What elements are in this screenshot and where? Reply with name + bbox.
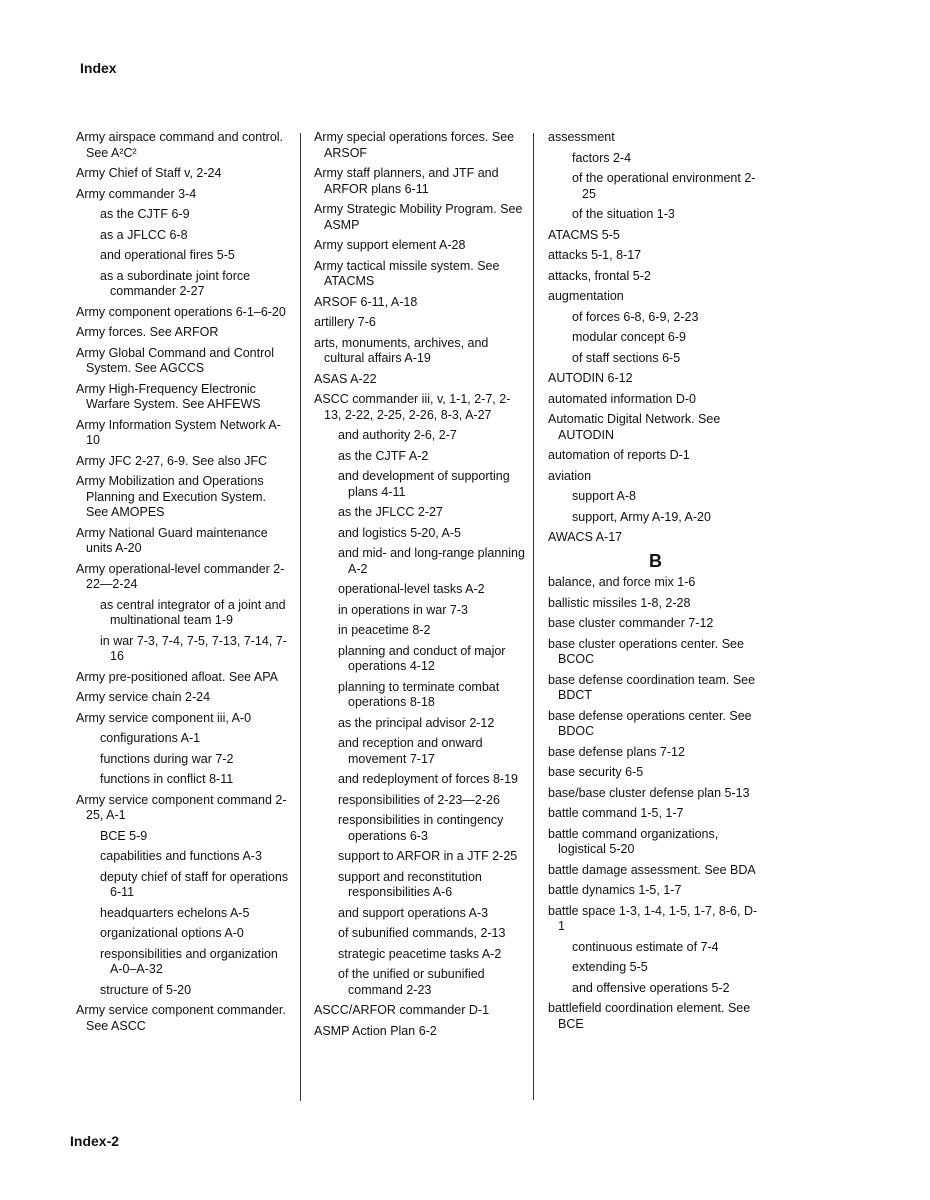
index-subentry: and operational fires 5-5 xyxy=(100,248,235,262)
index-subentry: capabilities and functions A-3 xyxy=(100,849,262,863)
index-subentry: BCE 5-9 xyxy=(100,828,148,843)
index-column-3 xyxy=(548,130,763,1037)
index-subentry: in operations in war 7-3 xyxy=(338,602,468,617)
index-entry: arts, monuments, archives, and cultural affairs A-19 xyxy=(314,335,489,365)
index-entry: battle space 1-3, 1-4, 1-5, 1-7, 8-6, D-1 xyxy=(548,903,758,933)
index-subentry: organizational options A-0 xyxy=(100,926,244,940)
index-subentry: and development of supporting plans 4-11 xyxy=(338,469,510,499)
index-subentry: functions in conflict 8-11 xyxy=(100,772,234,786)
index-subentry: support and reconstitution responsibilities A-6 xyxy=(338,869,482,899)
index-entry: Army High-Frequency Electronic Warfare System. See AHFEWS xyxy=(76,381,261,411)
index-entry: Army staff planners, and JTF and ARFOR plans 6-11 xyxy=(314,166,499,196)
index-subentry: as central integrator of a joint and multinational team 1-9 xyxy=(100,597,286,627)
index-entry: Army Global Command and Control System. See AGCCS xyxy=(76,345,274,375)
index-entry: Automatic Digital Network. See AUTODIN xyxy=(548,412,721,442)
index-entry: Army commander 3-4 xyxy=(76,186,197,201)
index-entry: AUTODIN 6-12 xyxy=(548,371,633,385)
index-subentry: and redeployment of forces 8-19 xyxy=(338,772,518,786)
page-header: Index xyxy=(80,60,117,76)
index-subentry: as a subordinate joint force commander 2-27 xyxy=(100,268,251,298)
index-subentry: of the unified or subunified command 2-23 xyxy=(338,967,485,997)
index-entry: base security 6-5 xyxy=(548,765,644,779)
index-subentry: support A-8 xyxy=(572,489,636,503)
index-entry: ASAS A-22 xyxy=(314,371,377,386)
index-entry: automation of reports D-1 xyxy=(548,448,690,462)
index-entry: battle damage assessment. See BDA xyxy=(548,862,756,877)
index-subentry: as the CJTF 6-9 xyxy=(100,207,190,221)
index-entry: ARSOF 6-11, A-18 xyxy=(314,294,418,309)
index-subentry: planning and conduct of major operations 4-12 xyxy=(338,643,506,673)
index-subentry: and mid- and long-range planning A-2 xyxy=(338,546,525,576)
column-divider xyxy=(533,133,534,1100)
index-entry: battle command 1-5, 1-7 xyxy=(548,806,684,820)
page-number: Index-2 xyxy=(70,1133,120,1149)
index-entry: Army airspace command and control. See A²C² xyxy=(76,130,284,160)
index-subentry: and offensive operations 5-2 xyxy=(572,980,730,995)
index-subentry: and reception and onward movement 7-17 xyxy=(338,736,483,766)
index-subentry: and authority 2-6, 2-7 xyxy=(338,428,457,442)
index-entry: ballistic missiles 1-8, 2-28 xyxy=(548,595,691,610)
index-subentry: strategic peacetime tasks A-2 xyxy=(338,946,502,961)
index-entry: attacks 5-1, 8-17 xyxy=(548,248,642,262)
index-entry: ASMP Action Plan 6-2 xyxy=(314,1023,437,1038)
index-subentry: and support operations A-3 xyxy=(338,905,489,920)
index-entry: Army National Guard maintenance units A-20 xyxy=(76,525,268,555)
index-entry: Army service chain 2-24 xyxy=(76,690,211,704)
index-subentry: extending 5-5 xyxy=(572,960,648,974)
index-subentry: responsibilities of 2-23—2-26 xyxy=(338,792,500,807)
index-subentry: of the operational environment 2-25 xyxy=(572,171,756,201)
index-entry: balance, and force mix 1-6 xyxy=(548,575,696,589)
index-entry: Army JFC 2-27, 6-9. See also JFC xyxy=(76,453,268,468)
index-entry: Army Chief of Staff v, 2-24 xyxy=(76,166,222,180)
column-divider xyxy=(300,133,301,1101)
index-entry: assessment xyxy=(548,130,615,144)
index-entry: artillery 7-6 xyxy=(314,315,376,329)
index-entry: battlefield coordination element. See BCE xyxy=(548,1001,751,1031)
index-subentry: of the situation 1-3 xyxy=(572,207,675,221)
index-subentry: functions during war 7-2 xyxy=(100,751,234,766)
index-entry: Army service component iii, A-0 xyxy=(76,710,252,725)
index-entry: Army service component commander. See ASCC xyxy=(76,1003,286,1033)
index-subentry: as the CJTF A-2 xyxy=(338,448,429,463)
index-entry: Army pre-positioned afloat. See APA xyxy=(76,669,278,684)
index-entry: base cluster commander 7-12 xyxy=(548,616,714,630)
index-entry: Army tactical missile system. See ATACMS xyxy=(314,258,500,288)
index-entry: base defense coordination team. See BDCT xyxy=(548,672,756,702)
index-subentry: configurations A-1 xyxy=(100,731,201,745)
index-entry: Army operational-level commander 2-22—2-24 xyxy=(76,561,285,591)
index-subentry: in war 7-3, 7-4, 7-5, 7-13, 7-14, 7-16 xyxy=(100,633,287,663)
index-subentry: in peacetime 8-2 xyxy=(338,623,431,637)
index-entry: base/base cluster defense plan 5-13 xyxy=(548,785,750,800)
index-subentry: support, Army A-19, A-20 xyxy=(572,509,711,524)
index-entry: ASCC/ARFOR commander D-1 xyxy=(314,1003,490,1017)
index-subentry: modular concept 6-9 xyxy=(572,330,686,344)
index-entry: AWACS A-17 xyxy=(548,530,623,544)
index-entry: base cluster operations center. See BCOC xyxy=(548,636,744,666)
index-subentry: as a JFLCC 6-8 xyxy=(100,227,188,242)
index-entry: base defense plans 7-12 xyxy=(548,744,685,759)
index-subentry: responsibilities and organization A-0–A-32 xyxy=(100,946,278,976)
index-entry: Army special operations forces. See ARSOF xyxy=(314,130,515,160)
index-subentry: planning to terminate combat operations 8-18 xyxy=(338,679,500,709)
index-subentry: and logistics 5-20, A-5 xyxy=(338,525,461,540)
index-subentry: factors 2-4 xyxy=(572,150,632,165)
index-entry: augmentation xyxy=(548,289,624,303)
index-entry: automated information D-0 xyxy=(548,391,696,406)
index-subentry: of forces 6-8, 6-9, 2-23 xyxy=(572,309,699,324)
index-entry: Army forces. See ARFOR xyxy=(76,325,219,339)
index-column-2 xyxy=(314,130,526,1044)
index-entry: ASCC commander iii, v, 1-1, 2-7, 2-13, 2-22, 2-25, 2-26, 8-3, A-27 xyxy=(314,392,511,422)
index-subentry: headquarters echelons A-5 xyxy=(100,905,250,920)
index-subentry: deputy chief of staff for operations 6-11 xyxy=(100,869,289,899)
index-entry: aviation xyxy=(548,468,592,483)
index-entry: Army service component command 2-25, A-1 xyxy=(76,792,287,822)
index-subentry: of subunified commands, 2-13 xyxy=(338,926,506,940)
index-entry: base defense operations center. See BDOC xyxy=(548,708,752,738)
index-subentry: structure of 5-20 xyxy=(100,982,192,997)
index-subentry: support to ARFOR in a JTF 2-25 xyxy=(338,849,518,863)
index-entry: Army Information System Network A-10 xyxy=(76,417,281,447)
index-column-1 xyxy=(76,130,291,1039)
index-entry: battle dynamics 1-5, 1-7 xyxy=(548,883,682,897)
index-entry: Army support element A-28 xyxy=(314,238,466,252)
index-subentry: responsibilities in contingency operations 6-3 xyxy=(338,813,504,843)
index-entry: battle command organizations, logistical 5-20 xyxy=(548,826,719,856)
index-entry: Army component operations 6-1–6-20 xyxy=(76,304,286,319)
index-entry: ATACMS 5-5 xyxy=(548,227,620,242)
index-subentry: continuous estimate of 7-4 xyxy=(572,939,719,954)
index-entry: Army Mobilization and Operations Planning and Execution System. See AMOPES xyxy=(76,474,266,519)
index-subentry: as the JFLCC 2-27 xyxy=(338,505,443,519)
section-letter: B xyxy=(649,550,662,571)
index-entry: attacks, frontal 5-2 xyxy=(548,268,651,283)
index-subentry: operational-level tasks A-2 xyxy=(338,582,485,596)
index-entry: Army Strategic Mobility Program. See ASMP xyxy=(314,202,523,232)
index-subentry: of staff sections 6-5 xyxy=(572,350,681,365)
index-subentry: as the principal advisor 2-12 xyxy=(338,715,495,730)
